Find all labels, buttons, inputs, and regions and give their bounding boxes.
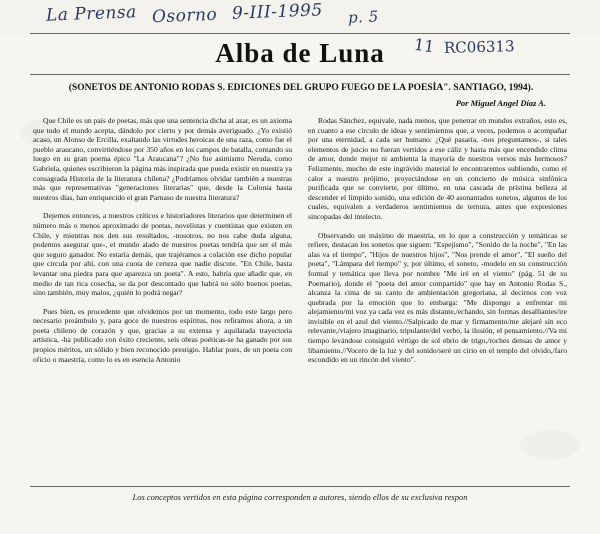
paragraph: Dejemos entonces, a nuestros críticos e historiadores literarios que determinen el número más o menos aproximado de poetas, novelistas y cuentistas que existen en Chile, y mientras nos den sus resultados, -nosotros, no nos cabe duda alguna, podemos asegurar que-, el mundo alado de nuestros poetas tendría que ser el más que seguro ganador. No estaría demás, que trajéramos a colación ese dicho popular que circula por ahí, con una cuota de certeza que nadie discute. "En Chile, basta levantar una piedra para que aparezca un poeta". A esto, habría que añadir que, en medio de tan rica cosecha, se da por descontado que habrá no sólo buenos poetas, sino también, muy malos, ¿quién lo podrá negar?	[33, 211, 292, 298]
footer-disclaimer: Los conceptos vertidos en esta página corresponden a autores, siendo ellos de su exclusiva respon	[132, 492, 468, 502]
paper-blotch	[520, 430, 580, 460]
annotation-date: 9-III-1995	[231, 0, 324, 24]
headline-divider-rule	[30, 74, 570, 75]
body-column-left	[33, 116, 292, 374]
paragraph: Pues bien, es procedente que olvidemos por un momento, todo este largo pero necesario preámbulo y, para goce de nuestros espíritus, nos refiramos ahora, a un poeta chileno de corazón y que, gracias a su extensa y aquilatada trayectoria artística, -ha publicado con éxito creciente, seis obras poéticas-se ha ganado por sus propios méritos, un sólido y bien reconocido prestigio. Hablar pues, de un poeta con oficio o maestría, como lo es en esencia Antonio	[33, 306, 292, 364]
annotation-marks: 11	[412, 34, 436, 57]
annotation-archive-code: RC06313	[443, 37, 515, 57]
article-body	[33, 116, 567, 374]
article-headline: Alba de Luna	[215, 38, 385, 68]
article-subtitle: (SONETOS DE ANTONIO RODAS S. EDICIONES DEL GRUPO FUEGO DE LA POESÍA". SANTIAGO, 1994).	[68, 83, 534, 93]
body-column-right	[308, 116, 567, 374]
footer-divider-rule	[30, 486, 570, 487]
annotation-page: p. 5	[347, 7, 380, 27]
article-byline: Por Miguel Angel Díaz A.	[455, 98, 546, 108]
annotation-city: Osorno	[151, 4, 218, 28]
paragraph: Rodas Sánchez, equivale, nada menos, que penetrar en mundos extraños, esto es, en cuanto a ese círculo de ideas y sentimientos que, a veces, podemos o acompañar por una eternidad, a cada ser humano: ¿Qué pasaría, -nos preguntamos-, si tales elementos de juicio no fueran vertidos a ese cáliz y hasta más que encendido clima de amor, donde mejor ni ambienta la mayoría de nuestros versos más hermosos? Felizmente, mucho de este ingrávido material le encontraremos subliendo, como el calor a nuestro prójimo, proyectándose en un concierto de música sinfónica purificada que se convierte, por último, en una cascada de prístina belleza al descender el límpido sonido, una edición de 40 asonantados sonetos, algunos de los cuales, equivalen a verdaderos sentimientos de ternura, antes que expresiones sincopadas del intelecto.	[308, 116, 567, 221]
paragraph: Que Chile es un país de poetas, más que una sentencia dicha al azar, es un axioma que todo el mundo acepta, dándolo por cierto y por demás averiguado. ¿Yo existió acaso, un Alonso de Ercilla, exaltando las virtudes heroicas de una raza, como fue el pueblo araucano, convirtiéndose por 350 años en los campos de batalla, contando su luego en su gran poema épico "La Araucana"? ¿No fue asimismo Neruda, como Gabriela, quienes escribieron la página más inspirada que pueda existir en nuestra ya consagrada Historia de la literatura chilena? ¿Podríamos olvidar también a nuestras más que representativas "generaciones literarias" que, desde la Colonia hasta nuestros días, han enriquecido el gran Parnaso de nuestra literatura?	[33, 116, 292, 202]
handwritten-annotation-strip	[0, 0, 600, 34]
annotation-source: La Prensa	[45, 2, 138, 26]
top-divider-rule	[30, 33, 570, 34]
paragraph: Observando un máximo de maestría, en lo que a construcción y temáticas se refiere, destacan los sonetos que siguen: "Espejismo", "Sonido de la noche", "En las alas va el tiempo", "Hijos de nuestros hijos", "Nos prende el amor", "El sueño del poeta", "Lámpara del tiempo" y, por último, el soneto, -modelo en su construcción formal y temática que lleva por nombre "Me iré en el viento" (pág. 51 de su Poemario), donde el "poeta del amor compartido" que hay en Antonio Rodas S., alcanza la cima de su canto de ambientación gregoriana, al decirnos con voz quebrada por la emoción que lo embarga: "Me dispongo a enfrentar mi alejamiento/mi voz ya cada vez es más distante,/echando, sin formas desalliantes/ire invisible en el azul del viento.//Salpicado de mar y firmamento/me alejaré sin eco relevante,/viajero imaginario, tripulante/del verbo, la ilusión, el pensamiento.//Va mi tiempo levándose consiguió vértigo de sol ebrio de trigo,/roches densas de amor y libamiento.//Vocero de la luz y del sonido/seré un cirio en el templo del olvido,/faro escondido en un rincón del viento".	[308, 230, 567, 365]
